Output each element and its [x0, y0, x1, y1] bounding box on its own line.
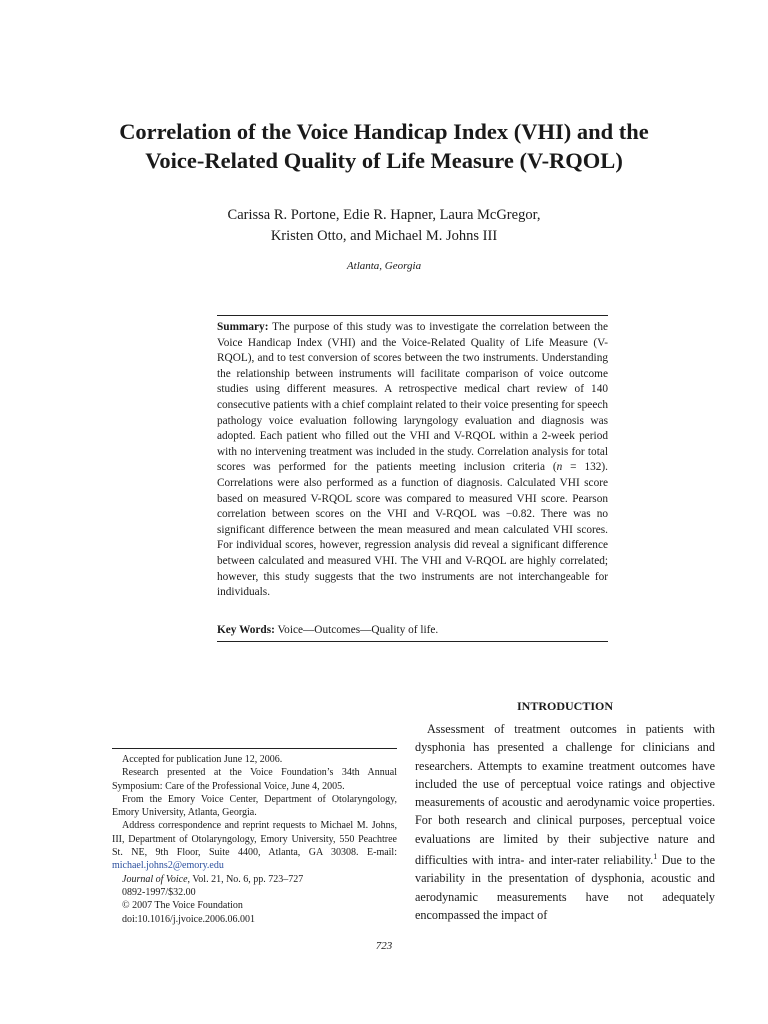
footnote-from: From the Emory Voice Center, Department of Otolaryngology, Emory University, Atlanta, Georgia.	[112, 793, 397, 819]
footnote-accepted: Accepted for publication June 12, 2006.	[122, 754, 283, 765]
intro-ref-1[interactable]: 1	[653, 852, 658, 862]
footnote-rule	[112, 748, 397, 749]
journal-name: Journal of Voice	[122, 873, 188, 885]
intro-paragraph: Assessment of treatment outcomes in patients with dysphonia has presented a challenge for clinicians and researchers. Attempts to examine treatment outcomes have included the use of perceptual voice ratings and objective measurements of acoustic and aerodynamic voice properties. For both research and clinical purposes, perceptual voice evaluations are limited by their subjective nature and difficulties with intra- and inter-rater reliability.	[415, 722, 715, 868]
keywords	[217, 623, 608, 638]
footnote-copyright: © 2007 The Voice Foundation	[122, 900, 243, 912]
footnote-address	[112, 819, 397, 872]
footnote-issn: 0892-1997/$32.00	[122, 886, 196, 898]
introduction-heading: INTRODUCTION	[516, 699, 613, 713]
title-line-1: Correlation of the Voice Handicap Index (VHI) and the	[119, 119, 649, 144]
author-list	[60, 205, 708, 247]
introduction-text	[415, 720, 715, 924]
abstract-text-2: = 132). Correlations were also performed as a function of diagnosis. Calculated VHI score based on measured V-RQOL score was compared to measured VHI score. Pearson correlation between scores on the VHI and V-RQOL was −0.82. There was no significant difference between the mean measured and mean calculated VHI scores. For individual scores, however, regression analysis did reveal a significant difference between calculated and measured VHI. The VHI and V-RQOL are highly correlated; however, this study suggests that the two instruments are not interchangeable for individuals.	[217, 461, 608, 599]
abstract	[217, 320, 608, 601]
abstract-bottom-rule	[217, 641, 608, 642]
page-number: 723	[375, 940, 393, 952]
abstract-top-rule	[217, 315, 608, 316]
article-title	[60, 117, 708, 175]
abstract-label: Summary:	[217, 321, 269, 333]
abstract-text-1: The purpose of this study was to investigate the correlation between the Voice Handicap Index (VHI) and the Voice-Related Quality of Life Measure (V-RQOL), and to test conversion of scores between the two instruments. Understanding the relationship between instruments will facilitate comparison of voice outcome studies using different measures. A retrospective medical chart review of 140 consecutive patients with a chief complaint related to their voice presenting for speech pathology voice evaluation following laryngology evaluation and diagnosis was adopted. Each patient who filled out the VHI and V-RQOL within a 2-week period with no intervening treatment was included in the study. Correlation analysis for total scores was performed for the patients meeting inclusion criteria (	[217, 321, 608, 474]
abstract-n-symbol: n	[556, 461, 563, 474]
authors-line-2: Kristen Otto, and Michael M. Johns III	[270, 228, 498, 244]
intro-paragraph-cont: Due to the variability in the presentation of dysphonia, acoustic and aerodynamic measurements have not adequately encompassed the impact of	[415, 853, 715, 923]
affiliation: Atlanta, Georgia	[346, 260, 422, 272]
keywords-text: Voice—Outcomes—Quality of life.	[274, 624, 439, 636]
footnote-doi[interactable]: doi:10.1016/j.jvoice.2006.06.001	[122, 913, 256, 925]
keywords-label: Key Words:	[217, 624, 275, 636]
title-line-2: Voice-Related Quality of Life Measure (V-RQOL)	[145, 148, 623, 173]
footnote-address-text: Address correspondence and reprint requests to Michael M. Johns, III, Department of Otolaryngology, Emory University, 550 Peachtree St. NE, 9th Floor, Suite 4400, Atlanta, GA 30308. E-mail:	[112, 820, 397, 859]
footnote-journal	[112, 873, 397, 886]
footnote-research: Research presented at the Voice Foundation’s 34th Annual Symposium: Care of the Professional Voice, June 4, 2005.	[112, 767, 397, 792]
email-link[interactable]: michael.johns2@emory.edu	[112, 860, 224, 872]
authors-line-1: Carissa R. Portone, Edie R. Hapner, Laura McGregor,	[227, 207, 541, 223]
journal-details: , Vol. 21, No. 6, pp. 723–727	[187, 873, 304, 885]
footnotes	[112, 753, 397, 926]
